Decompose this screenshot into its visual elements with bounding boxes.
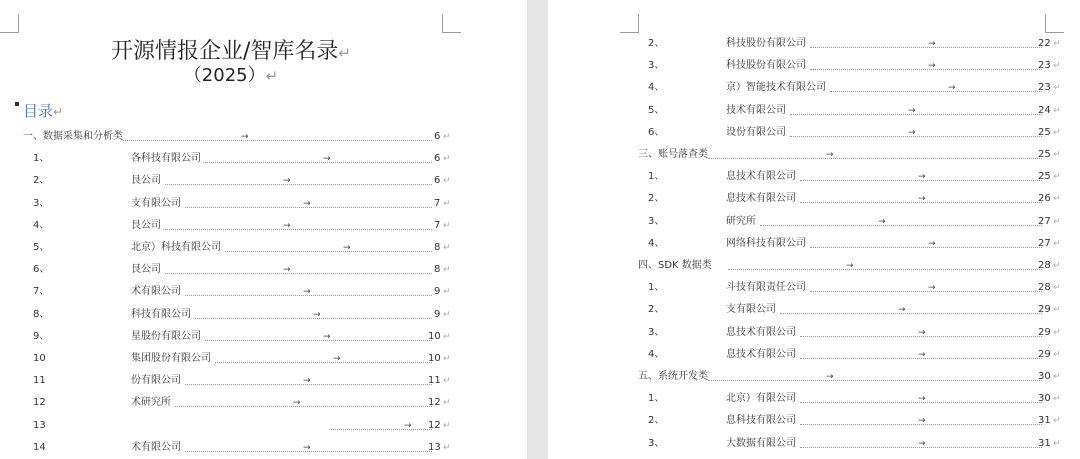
toc-entry-number: 3、 [648,60,665,72]
toc-entry-number: 4、 [648,237,665,249]
toc-entry[interactable] [548,279,1078,297]
toc-entry-number: 6、 [33,264,50,276]
toc-leader-dots [810,47,1042,48]
tab-arrow-icon: → [303,376,311,387]
toc-section-entry[interactable] [0,128,460,146]
toc-section-title: 四、SDK 数据类 [638,260,712,271]
toc-entry[interactable] [548,79,1078,97]
toc-entry-label: 各科技有限公司 [131,153,201,165]
paragraph-mark: ↵ [443,354,451,364]
toc-section-entry[interactable] [548,368,1078,386]
paragraph-mark: ↵ [1053,150,1061,160]
paragraph-mark: ↵ [1053,394,1061,405]
toc-entry-label: 支有限公司 [726,304,776,316]
paragraph-mark: ↵ [1053,261,1061,271]
tab-arrow-icon: → [241,132,249,142]
toc-leader-dots [830,91,1042,92]
document-subtitle[interactable] [0,61,462,87]
toc-page-number: 23 [1038,60,1051,72]
toc-entry[interactable] [548,346,1078,364]
toc-entry-label: 北京）科技有限公司 [131,242,221,253]
tab-arrow-icon: → [323,331,331,342]
tab-arrow-icon: → [908,105,916,116]
toc-entry[interactable] [548,35,1078,53]
tab-arrow-icon: → [918,172,926,183]
toc-entry-label: 支有限公司 [131,197,181,209]
tab-arrow-icon: → [303,442,311,453]
toc-entry[interactable] [548,235,1078,253]
toc-entry-number: 5、 [33,242,50,253]
toc-entry[interactable] [0,172,460,190]
toc-page-number: 6 [434,175,441,187]
toc-section-title: 一、数据采集和分析类 [23,131,123,142]
toc-entry[interactable] [548,168,1078,186]
toc-page-number: 12 [428,419,441,431]
toc-entry-label: 集团股份有限公司 [131,353,211,364]
tab-arrow-icon: → [918,394,926,405]
crop-mark-top-left [0,14,19,33]
toc-entry-number: 4、 [33,219,50,231]
bullet-marker [15,102,19,106]
paragraph-mark: ↵ [1053,438,1061,449]
toc-page-number: 31 [1038,415,1051,427]
toc-leader-dots [175,406,432,407]
tab-arrow-icon: → [948,83,956,94]
toc-entry-label: 斗技有限责任公司 [726,282,806,294]
toc-leader-dots [331,429,432,430]
toc-page-number: 24 [1038,104,1051,116]
toc-entry-label: 网络科技有限公司 [726,237,806,249]
toc-entry-label: 大数据有限公司 [726,437,796,449]
toc-page-number: 13 [428,441,441,453]
paragraph-mark: ↵ [1053,61,1061,72]
tab-arrow-icon: → [918,416,926,427]
document-page-right [548,0,1080,459]
toc-page-number: 25 [1038,171,1051,183]
toc-entry-label: 份有限公司 [131,375,181,387]
toc-entry-label: 科技股份有限公司 [726,38,806,49]
tab-arrow-icon: → [404,420,412,431]
paragraph-mark: ↵ [1053,283,1061,294]
toc-section-title: 三、账号落查类 [638,149,708,160]
paragraph-mark: ↵ [443,154,451,165]
tab-arrow-icon: → [283,265,291,276]
toc-entry-label: 艮公司 [131,264,161,276]
toc-page-number: 11 [428,375,441,387]
tab-arrow-icon: → [928,238,936,249]
toc-entry-number: 6、 [648,126,665,138]
paragraph-mark: ↵ [443,287,451,298]
paragraph-mark: ↵ [443,331,451,342]
toc-entry[interactable] [0,261,460,279]
toc-entry[interactable] [0,283,460,301]
toc-page-number: 31 [1038,437,1051,449]
toc-entry-number: 4、 [648,82,665,94]
toc-page-number: 28 [1038,282,1051,294]
tab-arrow-icon: → [918,349,926,360]
toc-page-number: 22 [1038,38,1051,49]
toc-page-number: 25 [1038,126,1051,138]
toc-entry-label: 息技术有限公司 [726,193,796,205]
toc-entry-number: 10 [33,353,46,364]
toc-entry-number: 2、 [648,193,665,205]
toc-page-number: 8 [434,242,441,253]
toc-entry[interactable] [0,195,460,213]
toc-page-number: 10 [428,353,441,364]
toc-leader-dots [215,362,432,363]
toc-leader-dots [810,69,1042,70]
toc-entry-number: 4、 [648,348,665,360]
toc-entry-number: 1、 [648,393,665,405]
toc-section-title: 五、系统开发类 [638,371,708,382]
paragraph-mark: ↵ [443,243,451,253]
toc-entry-number: 13 [33,419,46,431]
tab-arrow-icon: → [303,198,311,209]
toc-leader-dots [708,380,1042,381]
toc-entry[interactable] [548,190,1078,208]
toc-page-number: 30 [1038,393,1051,405]
toc-entry-label: 术有限公司 [131,441,181,453]
toc-entry[interactable] [0,394,460,412]
toc-entry-number: 2、 [648,304,665,316]
toc-entry-number: 2、 [648,38,665,49]
paragraph-mark: ↵ [53,105,64,119]
toc-page-number: 28 [1038,260,1051,271]
toc-leader-dots [165,184,432,185]
title-text: 开源情报企业/智库名录 [111,39,339,64]
toc-entry[interactable] [0,350,460,368]
tab-arrow-icon: → [333,354,341,364]
paragraph-mark: ↵ [338,44,351,62]
toc-page-number: 25 [1038,149,1051,160]
toc-page-number: 29 [1038,348,1051,360]
toc-entry-number: 2、 [648,415,665,427]
toc-entry-number: 5、 [648,104,665,116]
toc-entry[interactable] [548,57,1078,75]
toc-page-number: 9 [434,286,441,298]
tab-arrow-icon: → [898,305,906,316]
paragraph-mark: ↵ [443,132,451,142]
tab-arrow-icon: → [928,39,936,49]
tab-arrow-icon: → [928,61,936,72]
toc-leader-dots [225,251,432,252]
toc-entry[interactable] [548,124,1078,142]
tab-arrow-icon: → [918,438,926,449]
toc-page-number: 23 [1038,82,1051,94]
toc-entry-number: 1、 [648,282,665,294]
toc-leader-dots [790,114,1042,115]
tab-arrow-icon: → [343,243,351,253]
paragraph-mark: ↵ [1053,127,1061,138]
paragraph-mark: ↵ [1053,172,1061,183]
paragraph-mark: ↵ [1053,83,1061,94]
paragraph-mark: ↵ [1053,416,1061,427]
toc-entry[interactable] [548,102,1078,120]
tab-arrow-icon: → [908,127,916,138]
paragraph-mark: ↵ [1053,305,1061,316]
toc-entry[interactable] [548,435,1078,453]
paragraph-mark: ↵ [1053,194,1061,205]
toc-leader-dots [205,340,432,341]
toc-entry-label: 技术有限公司 [726,104,786,116]
toc-entry[interactable] [548,301,1078,319]
paragraph-mark: ↵ [265,67,279,85]
toc-page-number: 26 [1038,193,1051,205]
paragraph-mark: ↵ [1053,39,1061,49]
toc-entry-number: 3、 [648,215,665,227]
toc-leader-dots [810,247,1042,248]
tab-arrow-icon: → [303,287,311,298]
toc-heading-text: 目录 [23,102,54,120]
toc-entry[interactable] [0,417,460,435]
toc-leader-dots [165,273,432,274]
toc-page-number: 6 [434,131,441,142]
toc-page-number: 9 [434,308,441,320]
toc-leader-dots [205,162,432,163]
paragraph-mark: ↵ [1053,216,1061,227]
toc-entry-label: 科技股份有限公司 [726,60,806,72]
toc-entry[interactable] [0,328,460,346]
toc-entry-number: 3、 [648,326,665,338]
paragraph-mark: ↵ [443,398,451,409]
paragraph-mark: ↵ [1053,327,1061,338]
paragraph-mark: ↵ [443,265,451,276]
toc-entry-label: 北京）有限公司 [726,393,796,405]
toc-entry[interactable] [548,390,1078,408]
paragraph-mark: ↵ [443,309,451,320]
toc-entry-number: 3、 [648,437,665,449]
toc-entry[interactable] [0,372,460,390]
toc-section-entry[interactable] [548,146,1078,164]
toc-entry-number: 7、 [33,286,50,298]
toc-entry-number: 2、 [33,175,50,187]
crop-mark-top-left [620,14,639,33]
tab-arrow-icon: → [826,150,834,160]
toc-entry[interactable] [0,306,460,324]
toc-entry-label: 星股份有限公司 [131,330,201,342]
toc-entry-number: 3、 [33,197,50,209]
toc-page-number: 27 [1038,237,1051,249]
paragraph-mark: ↵ [443,198,451,209]
toc-page-number: 29 [1038,326,1051,338]
paragraph-mark: ↵ [1053,105,1061,116]
toc-page-number: 30 [1038,371,1051,382]
crop-mark-top-right [1045,14,1064,33]
toc-entry-label: 设份有限公司 [726,126,786,138]
toc-page-number: 6 [434,153,441,165]
toc-leader-dots [790,136,1042,137]
toc-page-number: 12 [428,397,441,409]
toc-entry-label: 术有限公司 [131,286,181,298]
toc-page-number: 10 [428,330,441,342]
toc-leader-dots [810,291,1042,292]
toc-entry[interactable] [548,324,1078,342]
tab-arrow-icon: → [293,398,301,409]
toc-leader-dots [760,225,1042,226]
paragraph-mark: ↵ [1053,349,1061,360]
toc-heading[interactable] [23,100,63,121]
toc-entry[interactable] [0,150,460,168]
toc-page-number: 7 [434,197,441,209]
tab-arrow-icon: → [283,220,291,231]
toc-page-number: 8 [434,264,441,276]
tab-arrow-icon: → [283,176,291,187]
toc-entry-label: 息技术有限公司 [726,348,796,360]
paragraph-mark: ↵ [443,176,451,187]
toc-leader-dots [780,313,1042,314]
toc-entry[interactable] [0,217,460,235]
toc-leader-dots [708,158,1042,159]
toc-entry-label: 术研究所 [131,397,171,409]
paragraph-mark: ↵ [443,420,451,431]
toc-entry-number: 14 [33,441,46,453]
tab-arrow-icon: → [878,216,886,227]
toc-leader-dots [165,229,432,230]
toc-entry-label: 艮公司 [131,175,161,187]
toc-page-number: 7 [434,219,441,231]
toc-entry-number: 8、 [33,308,50,320]
subtitle-text: （2025） [183,65,266,86]
toc-entry[interactable] [548,213,1078,231]
tab-arrow-icon: → [826,372,834,382]
toc-entry[interactable] [0,439,460,457]
document-page-left [0,0,527,459]
crop-mark-top-right [442,14,461,33]
toc-entry-label: 京）智能技术有限公司 [726,82,826,94]
toc-entry-number: 1、 [648,171,665,183]
paragraph-mark: ↵ [443,442,451,453]
toc-leader-dots [123,140,432,141]
toc-leader-dots [728,269,1042,270]
toc-entry-label: 息技术有限公司 [726,326,796,338]
toc-entry[interactable] [0,239,460,257]
toc-entry-label: 科技有限公司 [131,308,191,320]
toc-entry-number: 12 [33,397,46,409]
toc-entry-number: 1、 [33,153,50,165]
tab-arrow-icon: → [313,309,321,320]
tab-arrow-icon: → [928,283,936,294]
toc-entry-label: 息科技有限公司 [726,415,796,427]
tab-arrow-icon: → [918,327,926,338]
toc-entry[interactable] [548,412,1078,430]
toc-entry-number: 11 [33,375,46,387]
toc-section-entry[interactable] [548,257,1078,275]
paragraph-mark: ↵ [1053,372,1061,382]
paragraph-mark: ↵ [1053,238,1061,249]
toc-page-number: 29 [1038,304,1051,316]
toc-entry-number: 9、 [33,330,50,342]
tab-arrow-icon: → [846,261,854,271]
toc-page-number: 27 [1038,215,1051,227]
paragraph-mark: ↵ [443,220,451,231]
toc-entry-label: 研究所 [726,215,756,227]
tab-arrow-icon: → [918,194,926,205]
toc-entry-label: 艮公司 [131,219,161,231]
paragraph-mark: ↵ [443,376,451,387]
tab-arrow-icon: → [323,154,331,165]
toc-entry-label: 息技术有限公司 [726,171,796,183]
